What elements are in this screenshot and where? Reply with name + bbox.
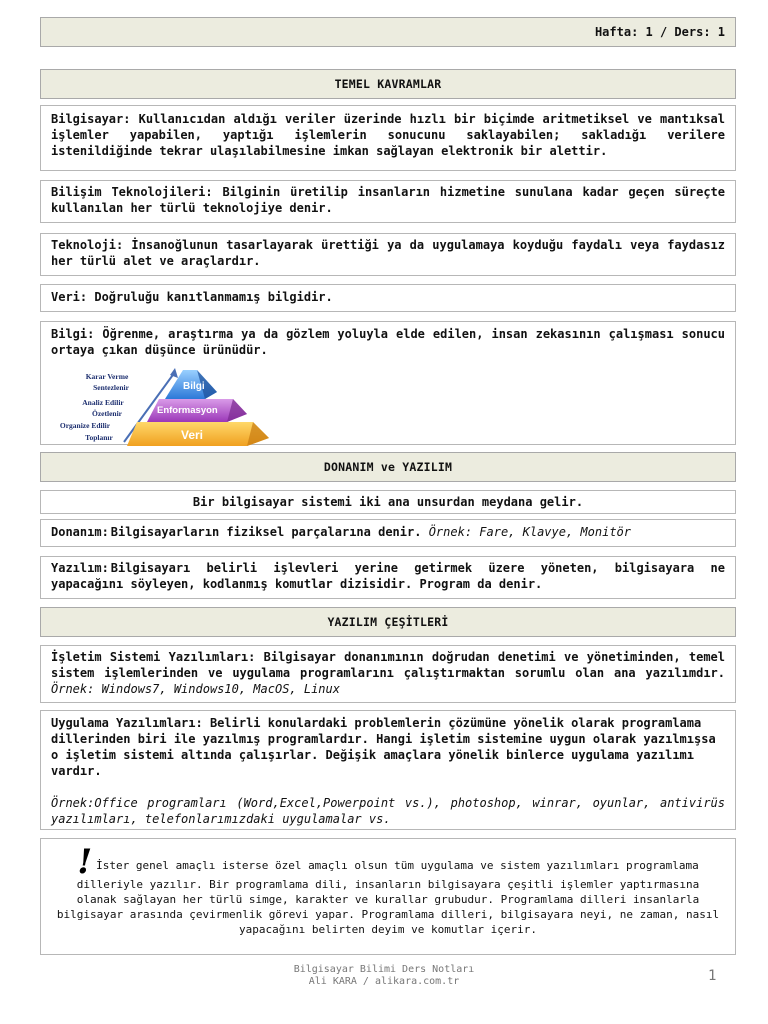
pyramid-side-top-1: Karar Verme [85,372,129,381]
pyramid-label-top: Bilgi [183,381,205,392]
app-text: Uygulama Yazılımları: Belirli konulardaki problemlerin çözümüne yönelik olarak programlama dillerinden biri ile yazılmış programlardır. Hangi işletim sistemine uygun olarak yazılmışsa o işletim sistemi altında çalışırlar. Değişik amaçlara yönelik binlerce uygulama yazılımı vardır. [51,716,716,778]
pyramid-side-mid-2: Özetlenir [92,409,122,418]
definition-knowledge: Bilgi: Öğrenme, araştırma ya da gözlem yoluyla elde edilen, insan zekasının çalışması sonucu ortaya çıkan düşünce ürünüdür. [51,327,725,357]
hardware-text: Bilgisayarların fiziksel parçalarına denir. [110,525,422,539]
definition-data: Veri: Doğruluğu kanıtlanmamış bilgidir. [40,284,736,312]
section-title-hardware-software: DONANIM ve YAZILIM [40,452,736,482]
definition-it: Bilişim Teknolojileri: Bilginin üretilip insanların hizmetine sunulana kadar geçen süreçte kullanılan her türlü teknolojiye denir. [40,180,736,223]
pyramid-label-middle: Enformasyon [157,405,218,416]
pyramid-side-top-2: Sentezlenir [93,383,129,392]
hardware-example: Örnek: Fare, Klavye, Monitör [428,525,631,539]
definition-knowledge-box [40,321,736,445]
definition-hardware [40,519,736,547]
definition-technology: Teknoloji: İnsanoğlunun tasarlayarak ürettiği ya da uygulamaya koyduğu faydalı veya faydasız her türlü alet ve araçlardır. [40,233,736,276]
pyramid-side-bot-2: Toplanır [85,433,113,442]
hardware-software-intro: Bir bilgisayar sistemi iki ana unsurdan meydana gelir. [40,490,736,514]
exclamation-icon: ! [77,842,93,882]
app-example: Örnek:Office programları (Word,Excel,Powerpoint vs.), photoshop, winrar, oyunlar, antivirüs yazılımları, telefonlarımızdaki uygulamalar vs. [51,796,725,826]
programming-language-note [40,838,736,955]
dikw-pyramid [47,366,277,454]
note-text: İster genel amaçlı isterse özel amaçlı olsun tüm uygulama ve sistem yazılımları programlama dilleriyle yazılır. Bir programlama dili, insanların bilgisayara çeşitli işlemler yaptırmasına olanak sağlayan her türlü simge, karakter ve kurallar grubudur. Programlama dilleri insanlarla bilgisayar arasında çevirmenlik görevi yapar. Programlama dilleri, bilgisayara neyi, ne zaman, nasıl yapacağını belirten deyim ve komutlar içerir. [56,859,720,936]
software-text: Bilgisayarı belirli işlevleri yerine getirmek üzere yöneten, bilgisayara ne yapacağını söyleyen, kodlanmış komutlar dizisidir. Program da denir. [51,561,725,591]
definition-app-software [40,710,736,830]
section-title-software-types: YAZILIM ÇEŞİTLERİ [40,607,736,637]
page-number: 1 [708,968,717,984]
footer-title: Bilgisayar Bilimi Ders Notları [293,964,475,975]
definition-os-software [40,645,736,703]
week-lesson: Hafta: 1 / Ders: 1 [594,25,725,39]
page-header [40,17,736,47]
pyramid-side-bot-1: Organize Edilir [59,421,111,430]
pyramid-label-bottom: Veri [181,428,204,442]
hardware-label: Donanım: [51,525,109,539]
section-title-basic-concepts: TEMEL KAVRAMLAR [40,69,736,99]
footer-author: Ali KARA / alikara.com.tr [308,976,460,987]
os-example: Örnek: Windows7, Windows10, MacOS, Linux [51,682,340,696]
definition-software [40,556,736,599]
software-label: Yazılım: [51,561,109,575]
page-footer [0,964,768,988]
definition-computer: Bilgisayar: Kullanıcıdan aldığı veriler üzerinde hızlı bir biçimde aritmetiksel ve mantıksal işlemler yapabilen, yaptığı işlemlerin sonucunu saklayabilen; sakladığı verilere istenildiğinde tekrar ulaşılabilmesine imkan sağlayan elektronik bir alettir. [40,105,736,171]
os-text: İşletim Sistemi Yazılımları: Bilgisayar donanımının doğrudan denetimi ve yönetiminden, temel sistem işlemlerinden ve uygulama programlarını çalıştırmaktan sorumlu olan ana yazılımdır. [51,650,725,680]
pyramid-side-mid-1: Analiz Edilir [82,398,124,407]
